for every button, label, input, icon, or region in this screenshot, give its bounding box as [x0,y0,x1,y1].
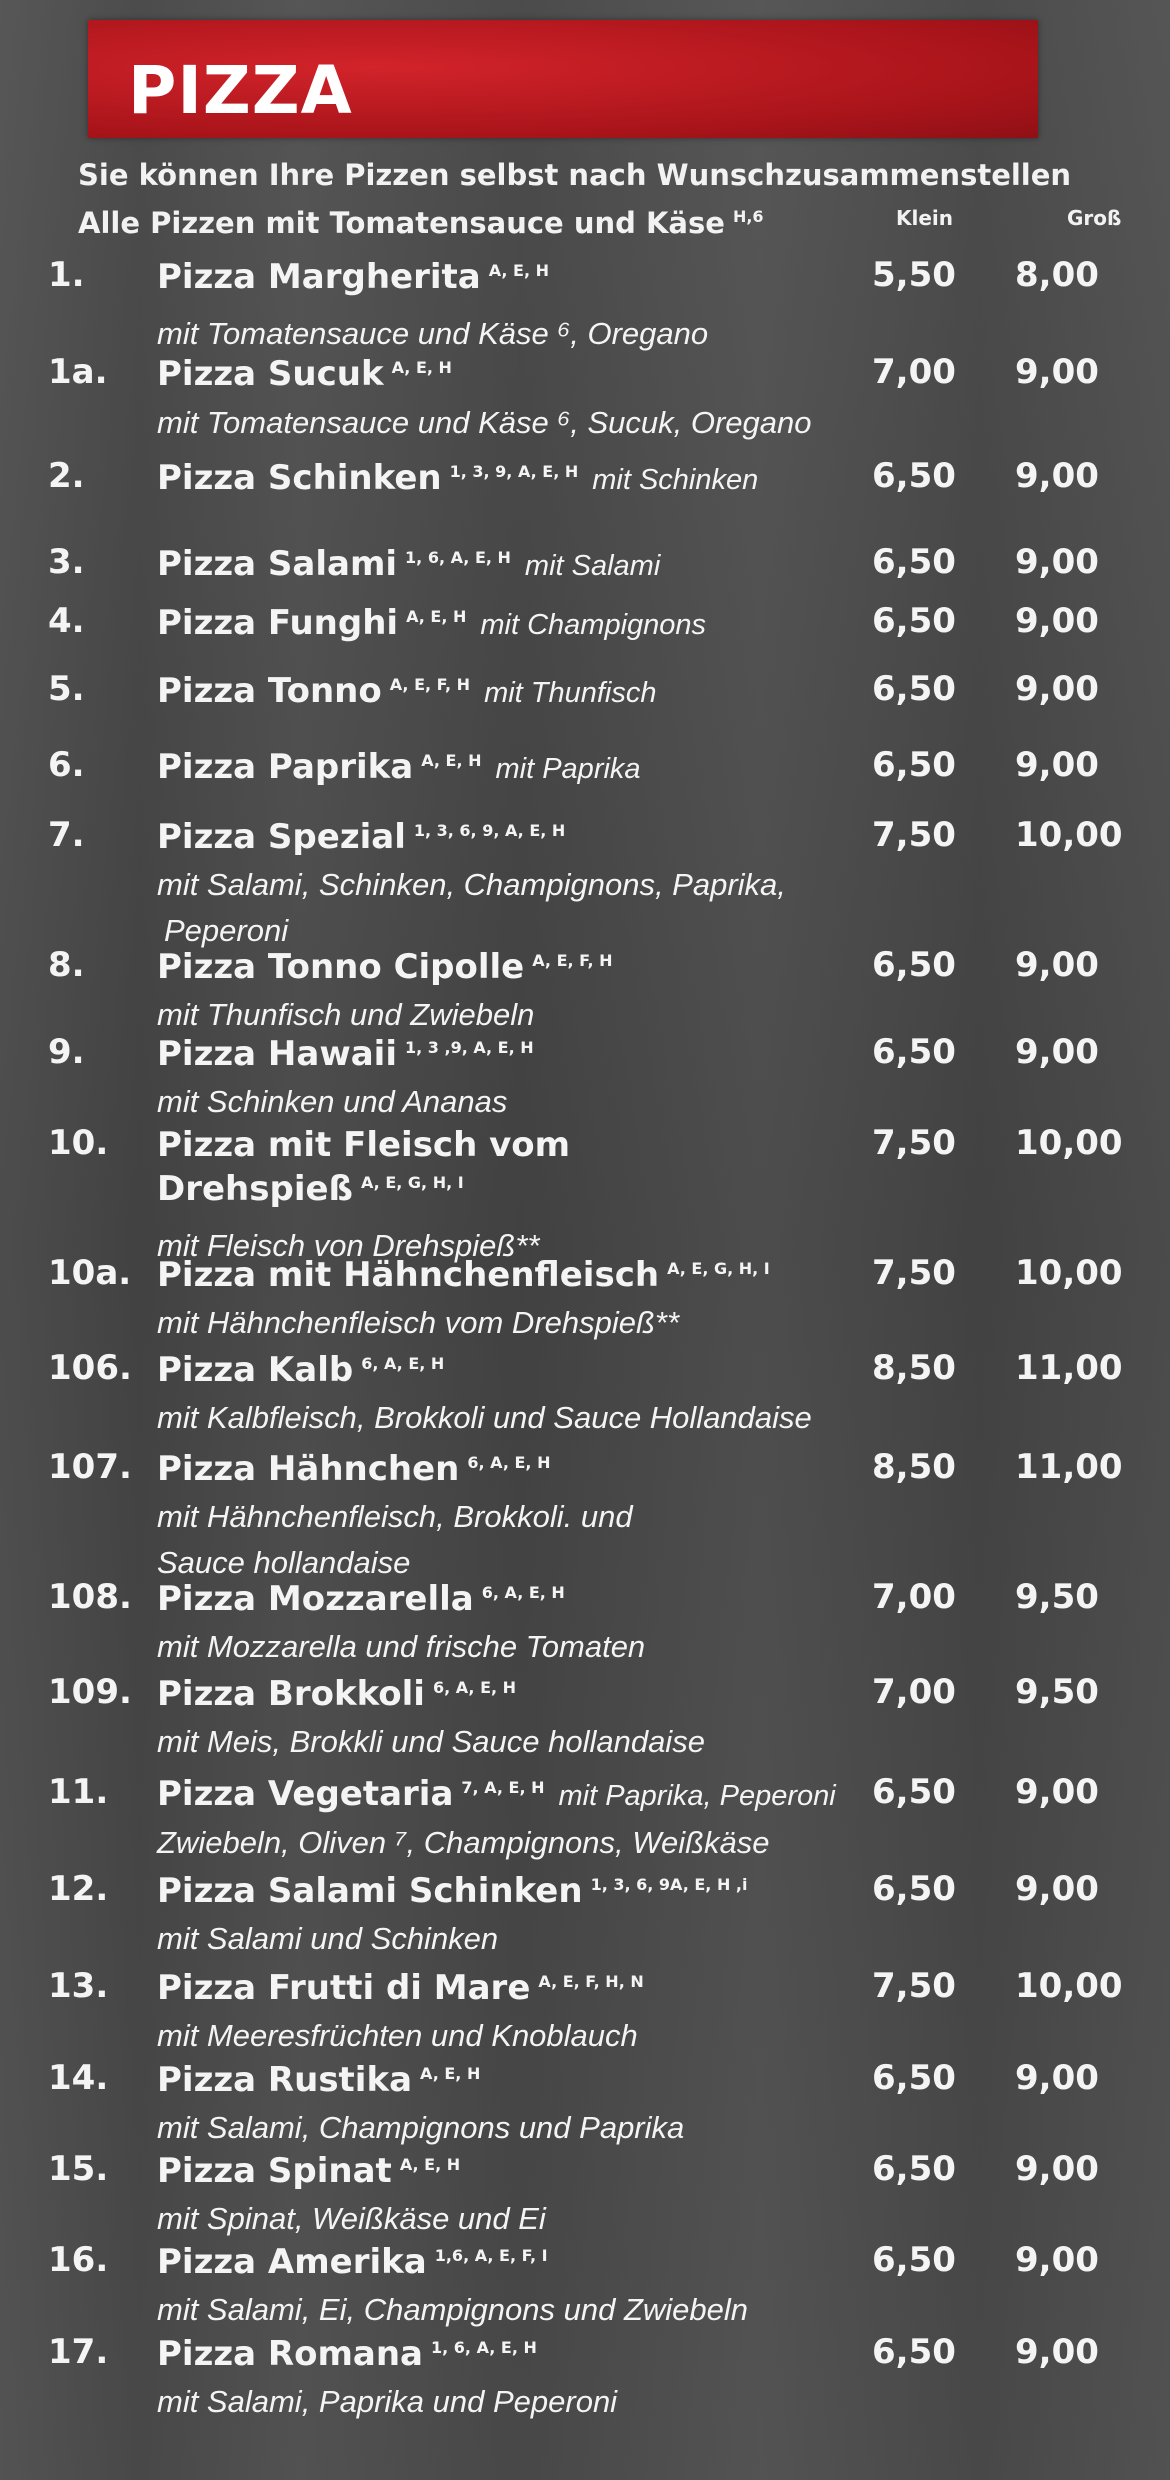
price-large: 8,00 [1015,255,1099,295]
item-allergens: A, E, G, H, I [667,1258,770,1278]
item-allergens: 6, A, E, H [481,1582,565,1602]
price-large: 9,00 [1015,1869,1099,1909]
price-large: 9,50 [1015,1672,1099,1712]
item-inline-description: mit Paprika, Peperoni [558,1780,836,1812]
item-name [157,601,877,647]
item-name-text: Pizza Brokkoli [157,1674,425,1714]
item-name [157,815,877,859]
price-large: 9,00 [1015,2332,1099,2372]
item-description: mit Salami und Schinken [157,1921,499,1956]
item-description: mit Mozzarella und frische Tomaten [157,1629,646,1664]
price-small: 6,50 [872,456,956,496]
price-small: 7,50 [872,1123,956,1163]
item-number: 3. [48,542,85,582]
price-large: 9,50 [1015,1577,1099,1617]
price-large: 10,00 [1015,1253,1123,1293]
price-large: 9,00 [1015,1772,1099,1812]
price-large: 9,00 [1015,352,1099,392]
item-inline-description: mit Salami [524,550,661,582]
item-name-text: Pizza Hawaii [157,1034,397,1074]
item-description: mit Thunfisch und Zwiebeln [157,997,535,1032]
price-small: 6,50 [872,2240,956,2280]
item-allergens: A, E, H [406,606,467,626]
price-small: 7,50 [872,1253,956,1293]
item-description: mit Meis, Brokkli und Sauce hollandaise [157,1724,705,1759]
item-number: 7. [48,815,85,855]
item-number: 15. [48,2149,109,2189]
price-large: 10,00 [1015,1123,1123,1163]
price-small: 6,50 [872,945,956,985]
item-description: mit Tomatensauce und Käse ⁶, Sucuk, Oregano [157,405,812,440]
item-allergens: 1, 6, A, E, H [405,547,511,567]
item-name-text: Pizza Kalb [157,1350,354,1390]
item-description: mit Salami, Ei, Champignons und Zwiebeln [157,2292,748,2327]
item-allergens: 1,6, A, E, F, I [434,2245,548,2265]
price-small: 6,50 [872,2149,956,2189]
item-description: mit Salami, Champignons und Paprika [157,2110,685,2145]
item-name-text: Pizza Sucuk [157,354,384,394]
item-name-text: Pizza Funghi [157,603,399,643]
item-allergens: 1, 3, 9, A, E, H [449,461,579,481]
price-large: 10,00 [1015,815,1123,855]
item-name [157,1966,877,2010]
item-name-text: Pizza Tonno Cipolle [157,947,525,987]
item-allergens: A, E, H [488,260,549,280]
item-name-text: Pizza Salami [157,544,398,584]
column-header-small: Klein [896,206,954,230]
column-header-large: Groß [1067,206,1122,230]
item-name-text: Pizza Tonno [157,671,382,711]
item-description: mit Fleisch von Drehspieß** [157,1228,540,1263]
price-small: 6,50 [872,2332,956,2372]
item-allergens: A, E, F, H [532,950,613,970]
price-small: 8,50 [872,1348,956,1388]
item-number: 11. [48,1772,109,1812]
item-number: 1a. [48,352,108,392]
item-name-text: Pizza Vegetaria [157,1774,454,1814]
item-allergens: A, E, H [420,2063,481,2083]
item-name [157,669,877,715]
item-allergens: 1, 3 ,9, A, E, H [405,1037,534,1057]
price-small: 6,50 [872,669,956,709]
price-small: 5,50 [872,255,956,295]
item-name [157,2058,877,2102]
item-description: Zwiebeln, Oliven ⁷, Champignons, Weißkäse [157,1825,770,1860]
item-description: mit Salami, Paprika und Peperoni [157,2384,618,2419]
intro-line-1: Sie können Ihre Pizzen selbst nach Wunschzusammenstellen [78,158,1072,192]
price-large: 9,00 [1015,745,1099,785]
item-number: 108. [48,1577,132,1617]
item-allergens: 1, 6, A, E, H [431,2337,537,2357]
item-description: mit Salami, Schinken, Champignons, Paprika, [157,867,786,902]
item-name-text: Pizza Schinken [157,458,442,498]
item-name [157,1447,877,1491]
item-inline-description: mit Paprika [495,753,641,785]
item-description: mit Tomatensauce und Käse ⁶, Oregano [157,316,709,351]
price-large: 9,00 [1015,669,1099,709]
item-name-text: Pizza Hähnchen [157,1449,460,1489]
price-small: 6,50 [872,601,956,641]
item-name-text-2: Drehspieß [157,1169,353,1209]
item-description-2: Peperoni [164,913,289,948]
price-large: 9,00 [1015,2058,1099,2098]
price-small: 6,50 [872,1869,956,1909]
intro-line-2 [78,206,764,240]
item-number: 10a. [48,1253,132,1293]
price-small: 7,50 [872,1966,956,2006]
item-number: 8. [48,945,85,985]
item-allergens: 6, A, E, H [467,1452,551,1472]
item-allergens: A, E, H [421,750,482,770]
item-allergens: A, E, H [391,357,452,377]
item-allergens: A, E, H [399,2154,461,2174]
price-small: 7,00 [872,1672,956,1712]
price-small: 6,50 [872,1032,956,1072]
item-description: mit Kalbfleisch, Brokkoli und Sauce Hollandaise [157,1400,812,1435]
item-name-text: Pizza Margherita [157,257,481,297]
item-name-text: Pizza Paprika [157,747,414,787]
item-number: 4. [48,601,85,641]
price-large: 9,00 [1015,456,1099,496]
item-name-text: Pizza Spinat [157,2151,392,2191]
price-large: 9,00 [1015,945,1099,985]
item-name [157,945,877,989]
item-number: 2. [48,456,85,496]
item-number: 5. [48,669,85,709]
item-name [157,1123,877,1211]
item-inline-description: mit Champignons [480,609,707,641]
item-name [157,1253,877,1297]
price-large: 9,00 [1015,542,1099,582]
item-description: mit Hähnchenfleisch vom Drehspieß** [157,1305,680,1340]
item-description: mit Hähnchenfleisch, Brokkoli. und [157,1499,633,1534]
item-number: 1. [48,255,85,295]
item-name [157,1348,877,1392]
item-name [157,542,877,588]
item-number: 109. [48,1672,132,1712]
item-number: 6. [48,745,85,785]
item-allergens: 1, 3, 6, 9, A, E, H [413,820,566,840]
item-name-text: Pizza Salami Schinken [157,1871,583,1911]
page-title: PIZZA [128,52,353,129]
item-name-text: Pizza Mozzarella [157,1579,474,1619]
price-small: 7,50 [872,815,956,855]
item-allergens: A, E, F, H, N [538,1971,644,1991]
item-name [157,745,877,791]
item-number: 14. [48,2058,109,2098]
item-allergens: 6, A, E, H [432,1677,517,1697]
intro-allergens: H,6 [732,207,764,227]
price-small: 7,00 [872,1577,956,1617]
item-description: mit Meeresfrüchten und Knoblauch [157,2018,638,2053]
item-name-text: Pizza Rustika [157,2060,413,2100]
item-name-text: Pizza Spezial [157,817,406,857]
price-large: 10,00 [1015,1966,1123,2006]
item-number: 9. [48,1032,85,1072]
item-description: mit Schinken und Ananas [157,1084,508,1119]
item-allergens: 7, A, E, H [461,1777,545,1797]
item-name-text: Pizza Romana [157,2334,423,2374]
price-large: 11,00 [1015,1447,1123,1487]
price-small: 6,50 [872,745,956,785]
price-small: 6,50 [872,1772,956,1812]
price-small: 6,50 [872,542,956,582]
item-name-text: Pizza mit Hähnchenfleisch [157,1255,660,1295]
item-name [157,2332,877,2376]
price-small: 6,50 [872,2058,956,2098]
item-number: 12. [48,1869,109,1909]
item-description: mit Spinat, Weißkäse und Ei [157,2201,546,2236]
item-inline-description: mit Schinken [592,464,759,496]
item-number: 16. [48,2240,109,2280]
intro-line-2-text: Alle Pizzen mit Tomatensauce und Käse [78,206,725,240]
item-name [157,2149,877,2193]
item-name [157,255,877,299]
item-name-text: Pizza Amerika [157,2242,427,2282]
price-small: 8,50 [872,1447,956,1487]
item-name [157,1672,877,1716]
item-name [157,1032,877,1076]
item-name [157,2240,877,2284]
item-name-text: Pizza mit Fleisch vom [157,1125,571,1165]
item-allergens: A, E, F, H [389,674,471,694]
price-large: 9,00 [1015,1032,1099,1072]
item-number: 10. [48,1123,109,1163]
price-large: 9,00 [1015,601,1099,641]
item-name [157,456,877,502]
item-number: 13. [48,1966,109,2006]
item-name [157,352,877,396]
item-inline-description: mit Thunfisch [484,677,657,709]
item-allergens: A, E, G, H, I [361,1172,464,1192]
item-name [157,1772,877,1818]
item-description-2: Sauce hollandaise [157,1545,411,1580]
item-number: 17. [48,2332,109,2372]
item-allergens: 1, 3, 6, 9A, E, H ,i [590,1874,748,1894]
item-allergens: 6, A, E, H [361,1353,445,1373]
item-name [157,1577,877,1621]
item-number: 107. [48,1447,132,1487]
price-small: 7,00 [872,352,956,392]
item-number: 106. [48,1348,132,1388]
item-name [157,1869,877,1913]
price-large: 11,00 [1015,1348,1123,1388]
price-large: 9,00 [1015,2240,1099,2280]
price-large: 9,00 [1015,2149,1099,2189]
item-name-text: Pizza Frutti di Mare [157,1968,531,2008]
